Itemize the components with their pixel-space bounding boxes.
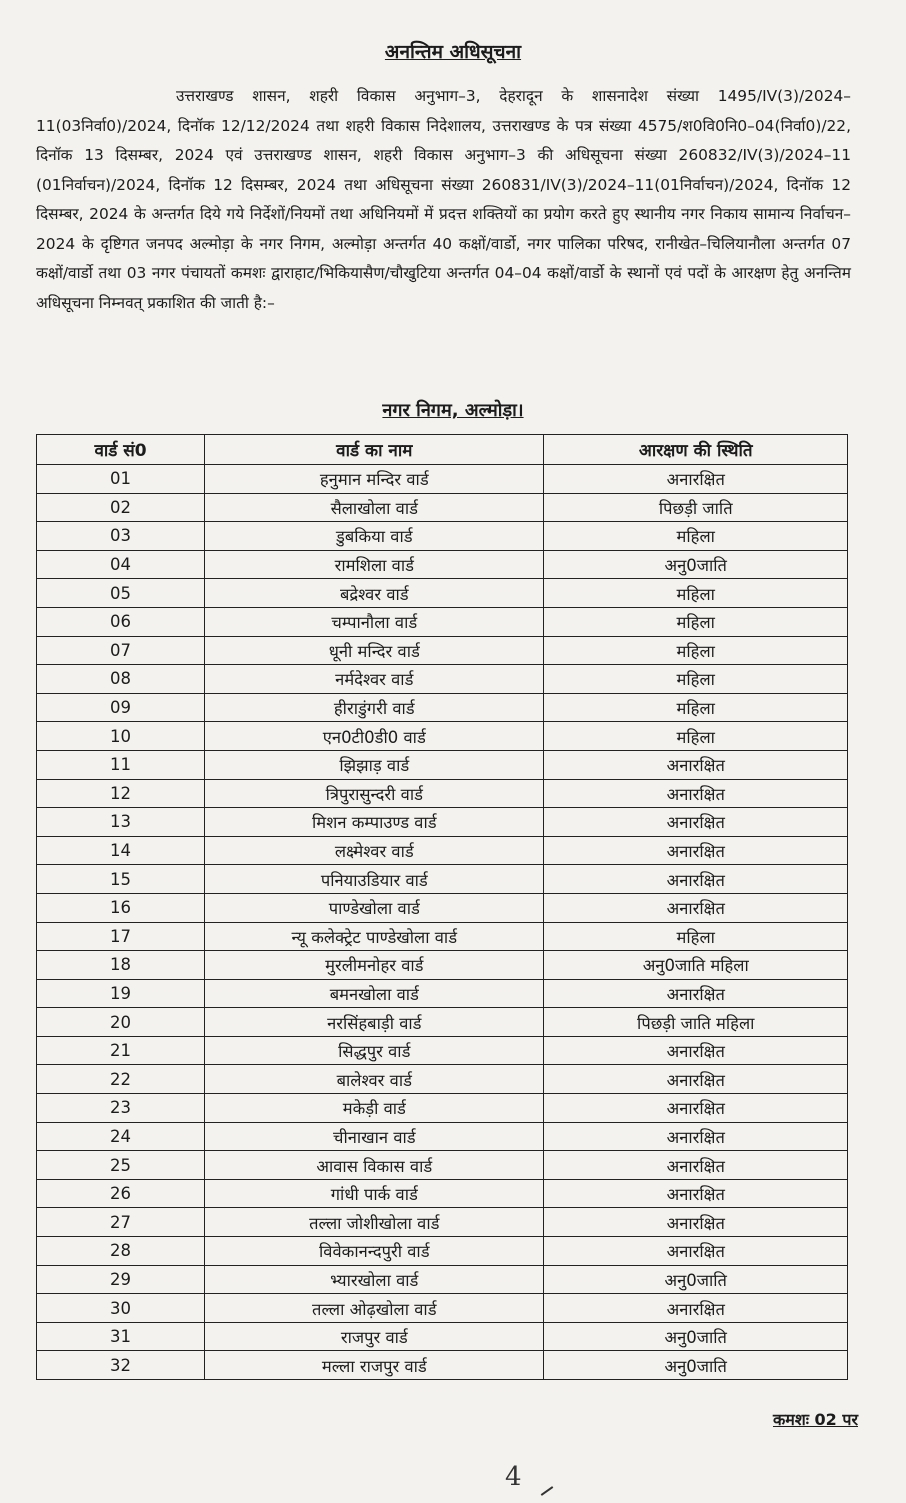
ward-number-cell: 08 <box>37 665 205 694</box>
table-row <box>37 1237 848 1266</box>
reservation-status-cell: महिला <box>544 579 848 608</box>
ward-name-cell: पाण्डेखोला वार्ड <box>205 893 544 922</box>
reservation-status-cell: अनारक्षित <box>544 893 848 922</box>
ward-name-cell: सिद्धपुर वार्ड <box>205 1036 544 1065</box>
table-row <box>37 636 848 665</box>
table-row <box>37 693 848 722</box>
ward-name-cell: त्रिपुरासुन्दरी वार्ड <box>205 779 544 808</box>
section-heading <box>0 398 906 422</box>
ward-number-cell: 26 <box>37 1179 205 1208</box>
reservation-status-cell: अनु0जाति <box>544 1322 848 1351</box>
table-row <box>37 493 848 522</box>
ward-name-cell: पनियाउडियार वार्ड <box>205 865 544 894</box>
handwritten-page-number: 4 <box>505 1462 522 1492</box>
table-row <box>37 951 848 980</box>
ward-name-cell: तल्ला जोशीखोला वार्ड <box>205 1208 544 1237</box>
table-row <box>37 1179 848 1208</box>
ward-name-cell: नर्मदेश्वर वार्ड <box>205 665 544 694</box>
table-row <box>37 979 848 1008</box>
reservation-status-cell: अनारक्षित <box>544 1036 848 1065</box>
ward-name-cell: रामशिला वार्ड <box>205 550 544 579</box>
ward-name-cell: सैलाखोला वार्ड <box>205 493 544 522</box>
ward-number-cell: 32 <box>37 1351 205 1380</box>
table-row <box>37 1322 848 1351</box>
reservation-status-cell: अनारक्षित <box>544 465 848 494</box>
reservation-status-cell: पिछड़ी जाति <box>544 493 848 522</box>
table-row <box>37 865 848 894</box>
ward-number-cell: 21 <box>37 1036 205 1065</box>
ward-number-cell: 13 <box>37 808 205 837</box>
table-row <box>37 1208 848 1237</box>
ward-name-cell: झिझाड़ वार्ड <box>205 750 544 779</box>
reservation-status-cell: महिला <box>544 722 848 751</box>
ward-name-cell: राजपुर वार्ड <box>205 1322 544 1351</box>
table-row <box>37 779 848 808</box>
header-ward-number: वार्ड सं0 <box>37 435 205 465</box>
ward-number-cell: 19 <box>37 979 205 1008</box>
table-row <box>37 1122 848 1151</box>
ward-number-cell: 14 <box>37 836 205 865</box>
reservation-status-cell: अनारक्षित <box>544 779 848 808</box>
ward-number-cell: 23 <box>37 1094 205 1123</box>
reservation-status-cell: अनारक्षित <box>544 1122 848 1151</box>
table-row <box>37 1294 848 1323</box>
reservation-status-cell: अनु0जाति <box>544 1265 848 1294</box>
table-row <box>37 465 848 494</box>
reservation-status-cell: अनारक्षित <box>544 1065 848 1094</box>
ward-number-cell: 25 <box>37 1151 205 1180</box>
reservation-status-cell: महिला <box>544 522 848 551</box>
ward-name-cell: भ्यारखोला वार्ड <box>205 1265 544 1294</box>
table-row <box>37 1008 848 1037</box>
reservation-status-cell: अनारक्षित <box>544 1237 848 1266</box>
ward-name-cell: मुरलीमनोहर वार्ड <box>205 951 544 980</box>
ward-name-cell: बमनखोला वार्ड <box>205 979 544 1008</box>
ward-number-cell: 20 <box>37 1008 205 1037</box>
table-row <box>37 922 848 951</box>
ward-number-cell: 29 <box>37 1265 205 1294</box>
table-row <box>37 1151 848 1180</box>
reservation-status-cell: महिला <box>544 922 848 951</box>
reservation-status-cell: महिला <box>544 665 848 694</box>
ward-name-cell: चीनाखान वार्ड <box>205 1122 544 1151</box>
ward-name-cell: मल्ला राजपुर वार्ड <box>205 1351 544 1380</box>
reservation-status-cell: अनु0जाति <box>544 550 848 579</box>
ward-number-cell: 11 <box>37 750 205 779</box>
ward-number-cell: 01 <box>37 465 205 494</box>
ward-number-cell: 09 <box>37 693 205 722</box>
reservation-status-cell: अनारक्षित <box>544 1179 848 1208</box>
ward-name-cell: मिशन कम्पाउण्ड वार्ड <box>205 808 544 837</box>
ward-number-cell: 16 <box>37 893 205 922</box>
ward-name-cell: धूनी मन्दिर वार्ड <box>205 636 544 665</box>
table-row <box>37 1036 848 1065</box>
table-row <box>37 550 848 579</box>
reservation-status-cell: अनारक्षित <box>544 836 848 865</box>
reservation-status-cell: अनारक्षित <box>544 1151 848 1180</box>
notice-title <box>0 38 906 64</box>
notice-title-text: अनन्तिम अधिसूचना <box>384 41 522 63</box>
ward-number-cell: 10 <box>37 722 205 751</box>
reservation-status-cell: अनारक्षित <box>544 808 848 837</box>
ward-number-cell: 07 <box>37 636 205 665</box>
reservation-status-cell: महिला <box>544 693 848 722</box>
ward-name-cell: गांधी पार्क वार्ड <box>205 1179 544 1208</box>
ward-number-cell: 15 <box>37 865 205 894</box>
table-body <box>37 465 848 1380</box>
ward-name-cell: हीराडुंगरी वार्ड <box>205 693 544 722</box>
ward-number-cell: 12 <box>37 779 205 808</box>
ward-number-cell: 05 <box>37 579 205 608</box>
reservation-status-cell: महिला <box>544 636 848 665</box>
ward-number-cell: 06 <box>37 607 205 636</box>
table-row <box>37 1265 848 1294</box>
notice-paragraph: उत्तराखण्ड शासन, शहरी विकास अनुभाग–3, देहरादून के शासनादेश संख्या 1495/IV(3)/2024–11(03निर्वा0)/2024, दिनॉक 12/12/2024 तथा शहरी विकास निदेशालय, उत्तराखण्ड के पत्र संख्या 4575/श0वि0नि0–04(निर्वा0)/22, दिनॉक 13 दिसम्बर, 2024 एवं उत्तराखण्ड शासन, शहरी विकास अनुभाग–3 की अधिसूचना संख्या 260832/IV(3)/2024–11 (01निर्वाचन)/2024, दिनॉक 12 दिसम्बर, 2024 तथा अधिसूचना संख्या 260831/IV(3)/2024–11(01निर्वाचन)/2024, दिनॉक 12 दिसम्बर, 2024 के अन्तर्गत दिये गये निर्देशों/नियमों तथा अधिनियमों में प्रदत्त शक्तियों का प्रयोग करते हुए स्थानीय नगर निकाय सामान्य निर्वाचन–2024 के दृष्टिगत जनपद अल्मोड़ा के नगर निगम, अल्मोड़ा अन्तर्गत 40 कक्षों/वार्डो, नगर पालिका परिषद, रानीखेत–चिलियानौला अन्तर्गत 07 कक्षों/वार्डो तथा 03 नगर पंचायतों कमशः द्वाराहाट/भिकियासैण/चौखुटिया अन्तर्गत 04–04 कक्षों/वार्डो के स्थानों एवं पदों के आरक्षण हेतु अनन्तिम अधिसूचना निम्नवत् प्रकाशित की जाती है:– <box>36 87 851 312</box>
reservation-status-cell: अनु0जाति महिला <box>544 951 848 980</box>
ward-number-cell: 27 <box>37 1208 205 1237</box>
ward-number-cell: 02 <box>37 493 205 522</box>
handwritten-tick-mark <box>541 1486 554 1496</box>
section-heading-text: नगर निगम, अल्मोड़ा। <box>382 400 524 421</box>
table-row <box>37 1094 848 1123</box>
ward-name-cell: तल्ला ओढ़खोला वार्ड <box>205 1294 544 1323</box>
table-row <box>37 607 848 636</box>
table-row <box>37 836 848 865</box>
reservation-status-cell: अनारक्षित <box>544 1208 848 1237</box>
ward-number-cell: 31 <box>37 1322 205 1351</box>
table-row <box>37 808 848 837</box>
reservation-status-cell: अनारक्षित <box>544 979 848 1008</box>
ward-number-cell: 24 <box>37 1122 205 1151</box>
table-row <box>37 722 848 751</box>
table-row <box>37 893 848 922</box>
table-row <box>37 522 848 551</box>
ward-number-cell: 03 <box>37 522 205 551</box>
reservation-status-cell: अनारक्षित <box>544 750 848 779</box>
reservation-status-cell: महिला <box>544 607 848 636</box>
continued-note: कमशः 02 पर <box>772 1410 858 1429</box>
reservation-status-cell: अनारक्षित <box>544 1294 848 1323</box>
ward-name-cell: चम्पानौला वार्ड <box>205 607 544 636</box>
ward-name-cell: बालेश्वर वार्ड <box>205 1065 544 1094</box>
ward-name-cell: एन0टी0डी0 वार्ड <box>205 722 544 751</box>
ward-number-cell: 17 <box>37 922 205 951</box>
reservation-status-cell: अनु0जाति <box>544 1351 848 1380</box>
ward-name-cell: लक्ष्मेश्वर वार्ड <box>205 836 544 865</box>
ward-name-cell: नरसिंहबाड़ी वार्ड <box>205 1008 544 1037</box>
ward-number-cell: 22 <box>37 1065 205 1094</box>
ward-number-cell: 18 <box>37 951 205 980</box>
table-row <box>37 1351 848 1380</box>
table-row <box>37 750 848 779</box>
ward-name-cell: आवास विकास वार्ड <box>205 1151 544 1180</box>
ward-number-cell: 28 <box>37 1237 205 1266</box>
table-row <box>37 665 848 694</box>
table-row <box>37 1065 848 1094</box>
ward-name-cell: बद्रेश्वर वार्ड <box>205 579 544 608</box>
header-reservation-status: आरक्षण की स्थिति <box>544 435 848 465</box>
header-ward-name: वार्ड का नाम <box>205 435 544 465</box>
ward-number-cell: 04 <box>37 550 205 579</box>
table-row <box>37 579 848 608</box>
reservation-status-cell: अनारक्षित <box>544 1094 848 1123</box>
ward-reservation-table <box>36 434 848 1380</box>
reservation-status-cell: अनारक्षित <box>544 865 848 894</box>
table-header-row <box>37 435 848 465</box>
ward-name-cell: विवेकानन्दपुरी वार्ड <box>205 1237 544 1266</box>
ward-name-cell: हनुमान मन्दिर वार्ड <box>205 465 544 494</box>
ward-name-cell: डुबकिया वार्ड <box>205 522 544 551</box>
reservation-status-cell: पिछड़ी जाति महिला <box>544 1008 848 1037</box>
ward-name-cell: न्यू कलेक्ट्रेट पाण्डेखोला वार्ड <box>205 922 544 951</box>
ward-name-cell: मकेड़ी वार्ड <box>205 1094 544 1123</box>
ward-number-cell: 30 <box>37 1294 205 1323</box>
